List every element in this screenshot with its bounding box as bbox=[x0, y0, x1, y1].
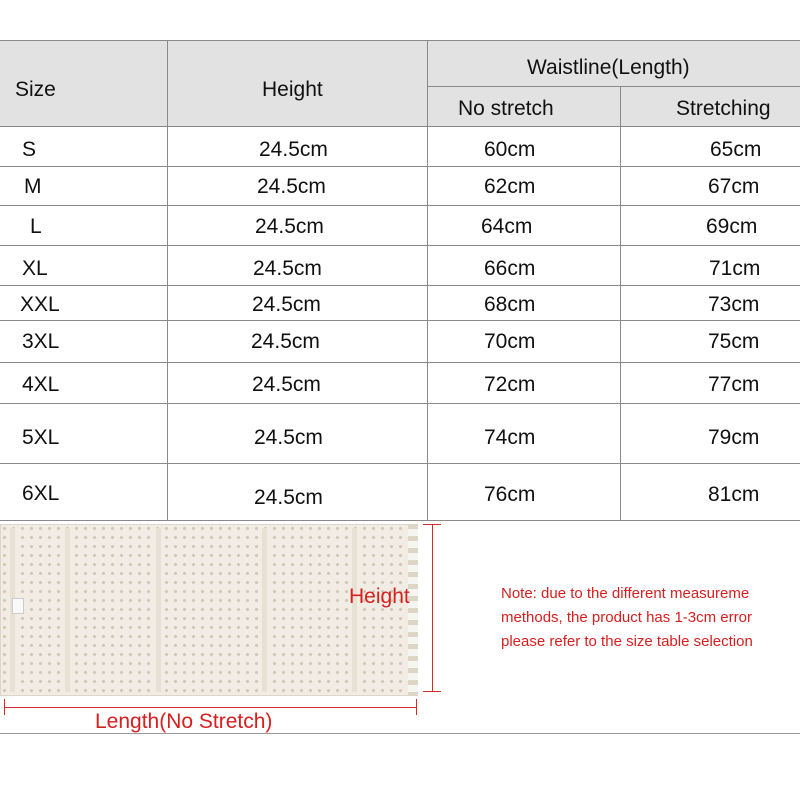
cell-stretching: 67cm bbox=[708, 175, 760, 198]
cell-stretching: 73cm bbox=[708, 293, 760, 316]
cell-size: M bbox=[24, 175, 42, 198]
length-label: Length(No Stretch) bbox=[95, 710, 273, 733]
bottom-divider bbox=[0, 733, 800, 734]
boning-strip bbox=[156, 528, 161, 692]
row-line bbox=[0, 403, 800, 404]
height-label: Height bbox=[349, 585, 410, 608]
cell-no-stretch: 62cm bbox=[484, 175, 536, 198]
row-line bbox=[0, 166, 800, 167]
cell-stretching: 75cm bbox=[708, 330, 760, 353]
note-line: please refer to the size table selection bbox=[501, 633, 753, 650]
cell-size: 4XL bbox=[22, 373, 60, 396]
cell-no-stretch: 60cm bbox=[484, 138, 536, 161]
cell-no-stretch: 64cm bbox=[481, 215, 533, 238]
column-line bbox=[167, 40, 168, 520]
height-dimension-cap bbox=[423, 524, 441, 525]
cell-height: 24.5cm bbox=[254, 486, 323, 509]
cell-size: S bbox=[22, 138, 37, 161]
cell-size: XL bbox=[22, 257, 48, 280]
cell-no-stretch: 74cm bbox=[484, 426, 536, 449]
cell-size: 5XL bbox=[22, 426, 60, 449]
cell-height: 24.5cm bbox=[253, 257, 322, 280]
header-waistline: Waistline(Length) bbox=[527, 56, 690, 79]
height-dimension-line bbox=[432, 524, 433, 692]
note-line: Note: due to the different measureme bbox=[501, 585, 750, 602]
row-line bbox=[0, 205, 800, 206]
row-line bbox=[0, 245, 800, 246]
cell-size: L bbox=[30, 215, 42, 238]
cell-stretching: 69cm bbox=[706, 215, 758, 238]
cell-height: 24.5cm bbox=[257, 175, 326, 198]
row-line bbox=[0, 362, 800, 363]
row-line bbox=[0, 520, 800, 521]
row-line bbox=[0, 126, 800, 127]
cell-no-stretch: 66cm bbox=[484, 257, 536, 280]
cell-height: 24.5cm bbox=[252, 373, 321, 396]
length-dimension-cap bbox=[416, 699, 417, 715]
boning-strip bbox=[352, 528, 357, 692]
height-dimension-cap bbox=[423, 691, 441, 692]
cell-stretching: 71cm bbox=[709, 257, 761, 280]
row-line bbox=[0, 285, 800, 286]
header-no-stretch: No stretch bbox=[458, 97, 554, 120]
cell-height: 24.5cm bbox=[252, 293, 321, 316]
cell-size: XXL bbox=[20, 293, 60, 316]
column-line bbox=[427, 40, 428, 520]
header-height: Height bbox=[262, 78, 323, 101]
cell-stretching: 79cm bbox=[708, 426, 760, 449]
boning-strip bbox=[65, 528, 70, 692]
header-size: Size bbox=[15, 78, 56, 101]
belt-image bbox=[0, 524, 418, 696]
row-line bbox=[0, 320, 800, 321]
column-line bbox=[620, 86, 621, 520]
cell-stretching: 77cm bbox=[708, 373, 760, 396]
row-line bbox=[0, 463, 800, 464]
header-stretching: Stretching bbox=[676, 97, 771, 120]
cell-size: 6XL bbox=[22, 482, 60, 505]
cell-no-stretch: 70cm bbox=[484, 330, 536, 353]
header-divider bbox=[427, 86, 800, 87]
length-dimension-line bbox=[4, 707, 416, 708]
cell-no-stretch: 76cm bbox=[484, 483, 536, 506]
note-line: methods, the product has 1-3cm error bbox=[501, 609, 752, 626]
cell-stretching: 81cm bbox=[708, 483, 760, 506]
cell-height: 24.5cm bbox=[255, 215, 324, 238]
cell-no-stretch: 68cm bbox=[484, 293, 536, 316]
cell-stretching: 65cm bbox=[710, 138, 762, 161]
boning-strip bbox=[262, 528, 267, 692]
length-dimension-cap bbox=[4, 699, 5, 715]
label-tag bbox=[12, 598, 24, 614]
hook-closure bbox=[408, 524, 418, 696]
cell-height: 24.5cm bbox=[254, 426, 323, 449]
cell-no-stretch: 72cm bbox=[484, 373, 536, 396]
cell-size: 3XL bbox=[22, 330, 60, 353]
cell-height: 24.5cm bbox=[251, 330, 320, 353]
cell-height: 24.5cm bbox=[259, 138, 328, 161]
